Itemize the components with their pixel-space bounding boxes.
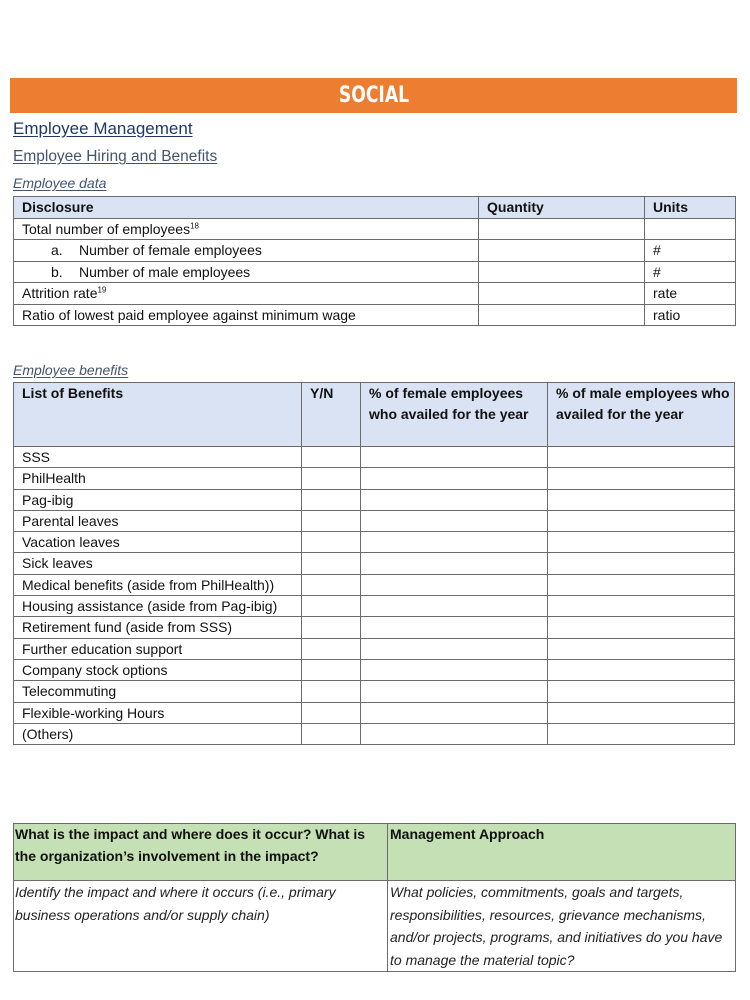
benefit-cell: Housing assistance (aside from Pag-ibig) xyxy=(14,596,302,617)
table-row xyxy=(14,240,736,262)
male-cell[interactable] xyxy=(548,489,735,510)
table-row xyxy=(14,659,735,680)
male-cell[interactable] xyxy=(548,447,735,468)
units-cell: # xyxy=(645,261,736,283)
female-cell[interactable] xyxy=(361,532,548,553)
employee-benefits-heading: Employee benefits xyxy=(13,362,129,378)
units-cell xyxy=(645,218,736,240)
benefit-cell: Company stock options xyxy=(14,659,302,680)
female-cell[interactable] xyxy=(361,489,548,510)
benefit-cell: PhilHealth xyxy=(14,468,302,489)
column-header-management-approach: Management Approach xyxy=(388,824,736,881)
yn-cell[interactable] xyxy=(302,702,361,723)
benefit-cell: Pag-ibig xyxy=(14,489,302,510)
female-cell[interactable] xyxy=(361,681,548,702)
disclosure-cell: Total number of employees$^{18}$ xyxy=(14,218,479,240)
benefit-cell: Medical benefits (aside from PhilHealth)) xyxy=(14,574,302,595)
table-row xyxy=(14,489,735,510)
table-row xyxy=(14,468,735,489)
table-row xyxy=(14,617,735,638)
employee-benefits-table xyxy=(13,382,735,745)
yn-cell[interactable] xyxy=(302,489,361,510)
table-header-row xyxy=(14,824,736,881)
table-row xyxy=(14,638,735,659)
male-cell[interactable] xyxy=(548,468,735,489)
quantity-cell[interactable] xyxy=(479,261,645,283)
management-approach-cell[interactable]: What policies, commitments, goals and targets, responsibilities, resources, grievance mechanisms, and/or projects, programs, and initiatives do you have to manage the material topic? xyxy=(388,881,736,972)
column-header-impact: What is the impact and where does it occur? What is the organization’s involvement in the impact? xyxy=(14,824,388,881)
quantity-cell[interactable] xyxy=(479,283,645,305)
disclosure-cell: Attrition rate$^{19}$ xyxy=(14,283,479,305)
yn-cell[interactable] xyxy=(302,553,361,574)
male-cell[interactable] xyxy=(548,532,735,553)
male-cell[interactable] xyxy=(548,681,735,702)
male-cell[interactable] xyxy=(548,702,735,723)
benefit-cell: Parental leaves xyxy=(14,510,302,531)
male-cell[interactable] xyxy=(548,510,735,531)
column-header-male: % of male employees who availed for the year xyxy=(548,383,735,447)
section-heading: Employee Management xyxy=(13,119,193,138)
yn-cell[interactable] xyxy=(302,617,361,638)
table-row xyxy=(14,447,735,468)
table-row xyxy=(14,304,736,326)
table-row xyxy=(14,283,736,305)
benefit-cell: Telecommuting xyxy=(14,681,302,702)
female-cell[interactable] xyxy=(361,596,548,617)
female-cell[interactable] xyxy=(361,468,548,489)
female-cell[interactable] xyxy=(361,510,548,531)
female-cell[interactable] xyxy=(361,659,548,680)
impact-cell[interactable]: Identify the impact and where it occurs (i.e., primary business operations and/or supply chain) xyxy=(14,881,388,972)
female-cell[interactable] xyxy=(361,723,548,744)
yn-cell[interactable] xyxy=(302,638,361,659)
benefit-cell: Vacation leaves xyxy=(14,532,302,553)
table-row xyxy=(14,681,735,702)
disclosure-cell: a. Number of female employees xyxy=(14,240,479,262)
yn-cell[interactable] xyxy=(302,723,361,744)
female-cell[interactable] xyxy=(361,617,548,638)
table-row xyxy=(14,723,735,744)
benefit-cell: Further education support xyxy=(14,638,302,659)
employee-data-table xyxy=(13,196,736,326)
disclosure-cell: b. Number of male employees xyxy=(14,261,479,283)
units-cell: ratio xyxy=(645,304,736,326)
table-row xyxy=(14,881,736,972)
male-cell[interactable] xyxy=(548,638,735,659)
footnote-marker: 19 xyxy=(97,285,107,295)
yn-cell[interactable] xyxy=(302,659,361,680)
banner-title: SOCIAL xyxy=(338,83,409,108)
table-row xyxy=(14,218,736,240)
male-cell[interactable] xyxy=(548,553,735,574)
footnote-marker: 18 xyxy=(190,220,199,230)
table-row xyxy=(14,261,736,283)
table-row xyxy=(14,574,735,595)
female-cell[interactable] xyxy=(361,702,548,723)
table-row xyxy=(14,702,735,723)
column-header-units: Units xyxy=(645,197,736,219)
table-row xyxy=(14,510,735,531)
yn-cell[interactable] xyxy=(302,510,361,531)
benefit-cell: (Others) xyxy=(14,723,302,744)
column-header-benefit: List of Benefits xyxy=(14,383,302,447)
disclosure-cell: Ratio of lowest paid employee against minimum wage xyxy=(14,304,479,326)
yn-cell[interactable] xyxy=(302,468,361,489)
yn-cell[interactable] xyxy=(302,532,361,553)
impact-management-table xyxy=(13,823,736,972)
female-cell[interactable] xyxy=(361,574,548,595)
benefit-cell: Flexible-working Hours xyxy=(14,702,302,723)
table-row xyxy=(14,532,735,553)
column-header-female: % of female employees who availed for the year xyxy=(361,383,548,447)
male-cell[interactable] xyxy=(548,723,735,744)
column-header-yn: Y/N xyxy=(302,383,361,447)
female-cell[interactable] xyxy=(361,447,548,468)
units-cell: # xyxy=(645,240,736,262)
male-cell[interactable] xyxy=(548,596,735,617)
yn-cell[interactable] xyxy=(302,681,361,702)
female-cell[interactable] xyxy=(361,638,548,659)
quantity-cell[interactable] xyxy=(479,218,645,240)
benefit-cell: Retirement fund (aside from SSS) xyxy=(14,617,302,638)
table-row xyxy=(14,553,735,574)
subsection-heading: Employee Hiring and Benefits xyxy=(13,148,218,165)
table-row xyxy=(14,596,735,617)
male-cell[interactable] xyxy=(548,659,735,680)
table-header-row xyxy=(14,383,735,447)
male-cell[interactable] xyxy=(548,617,735,638)
female-cell[interactable] xyxy=(361,553,548,574)
yn-cell[interactable] xyxy=(302,596,361,617)
male-cell[interactable] xyxy=(548,574,735,595)
benefit-cell: Sick leaves xyxy=(14,553,302,574)
units-cell: rate xyxy=(645,283,736,305)
table-header-row xyxy=(14,197,736,219)
column-header-quantity: Quantity xyxy=(479,197,645,219)
column-header-disclosure: Disclosure xyxy=(14,197,479,219)
benefit-cell: SSS xyxy=(14,447,302,468)
yn-cell[interactable] xyxy=(302,574,361,595)
section-banner xyxy=(10,78,737,113)
employee-data-heading: Employee data xyxy=(13,175,107,191)
quantity-cell[interactable] xyxy=(479,240,645,262)
yn-cell[interactable] xyxy=(302,447,361,468)
quantity-cell[interactable] xyxy=(479,304,645,326)
